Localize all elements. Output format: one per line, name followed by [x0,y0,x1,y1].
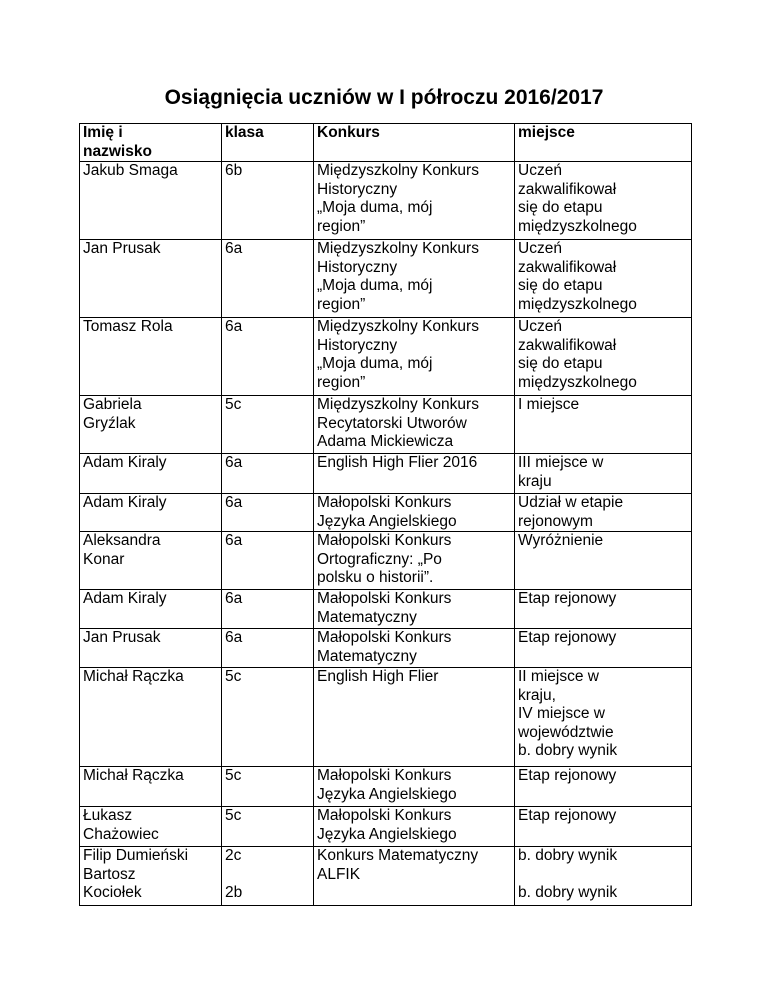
cell-miejsce: Uczeń zakwalifikował się do etapu międzyszkolnego [515,318,692,396]
table-row [80,767,692,807]
cell-miejsce: Uczeń zakwalifikował się do etapu międzyszkolnego [515,240,692,318]
cell-name: Aleksandra Konar [80,532,222,590]
cell-name: Jan Prusak [80,629,222,668]
cell-miejsce: Uczeń zakwalifikował się do etapu międzyszkolnego [515,162,692,240]
cell-konkurs: Międzyszkolny Konkurs Historyczny „Moja duma, mój region” [314,240,515,318]
cell-name: Adam Kiraly [80,494,222,532]
header-miejsce: miejsce [515,124,692,162]
cell-miejsce: Etap rejonowy [515,629,692,668]
cell-konkurs: Międzyszkolny Konkurs Historyczny „Moja duma, mój region” [314,162,515,240]
header-konkurs: Konkurs [314,124,515,162]
cell-name: Jakub Smaga [80,162,222,240]
table-row [80,847,692,906]
cell-klasa: 6b [222,162,314,240]
cell-name: Michał Rączka [80,668,222,767]
table-row [80,629,692,668]
cell-klasa: 6a [222,532,314,590]
cell-name: Adam Kiraly [80,590,222,629]
cell-klasa: 5c [222,668,314,767]
cell-klasa: 2c 2b [222,847,314,906]
cell-name: Gabriela Gryźlak [80,396,222,454]
table-row [80,668,692,767]
cell-miejsce: Etap rejonowy [515,807,692,847]
cell-konkurs: Małopolski Konkurs Języka Angielskiego [314,494,515,532]
table-row [80,318,692,396]
cell-miejsce: I miejsce [515,396,692,454]
cell-name: Adam Kiraly [80,454,222,494]
cell-name: Michał Rączka [80,767,222,807]
cell-name: Jan Prusak [80,240,222,318]
cell-klasa: 6a [222,629,314,668]
cell-name: Tomasz Rola [80,318,222,396]
cell-miejsce: III miejsce w kraju [515,454,692,494]
cell-konkurs: Międzyszkolny Konkurs Recytatorski Utworów Adama Mickiewicza [314,396,515,454]
cell-konkurs: Małopolski Konkurs Ortograficzny: „Po polsku o historii”. [314,532,515,590]
cell-klasa: 6a [222,494,314,532]
cell-klasa: 5c [222,767,314,807]
cell-konkurs: Małopolski Konkurs Języka Angielskiego [314,807,515,847]
achievements-table [79,123,692,906]
cell-konkurs: Małopolski Konkurs Matematyczny [314,590,515,629]
cell-klasa: 6a [222,454,314,494]
cell-miejsce: Etap rejonowy [515,767,692,807]
cell-klasa: 5c [222,807,314,847]
header-name: Imię i nazwisko [80,124,222,162]
cell-konkurs: English High Flier 2016 [314,454,515,494]
cell-klasa: 6a [222,590,314,629]
table-row [80,532,692,590]
cell-miejsce: b. dobry wynik b. dobry wynik [515,847,692,906]
table-row [80,454,692,494]
cell-klasa: 6a [222,240,314,318]
table-row [80,162,692,240]
cell-konkurs: Małopolski Konkurs Języka Angielskiego [314,767,515,807]
cell-konkurs: Konkurs Matematyczny ALFIK [314,847,515,906]
table-row [80,240,692,318]
table-row [80,396,692,454]
header-klasa: klasa [222,124,314,162]
table-row [80,807,692,847]
cell-konkurs: Małopolski Konkurs Matematyczny [314,629,515,668]
cell-konkurs: English High Flier [314,668,515,767]
table-row [80,494,692,532]
cell-klasa: 5c [222,396,314,454]
cell-klasa: 6a [222,318,314,396]
cell-miejsce: Udział w etapie rejonowym [515,494,692,532]
cell-name: Filip Dumieński Bartosz Kociołek [80,847,222,906]
cell-konkurs: Międzyszkolny Konkurs Historyczny „Moja duma, mój region” [314,318,515,396]
cell-miejsce: II miejsce w kraju, IV miejsce w województwie b. dobry wynik [515,668,692,767]
table-row [80,590,692,629]
table-header-row [80,124,692,162]
cell-name: Łukasz Chażowiec [80,807,222,847]
cell-miejsce: Etap rejonowy [515,590,692,629]
page-title: Osiągnięcia uczniów w I półroczu 2016/2017 [164,86,604,109]
cell-miejsce: Wyróżnienie [515,532,692,590]
